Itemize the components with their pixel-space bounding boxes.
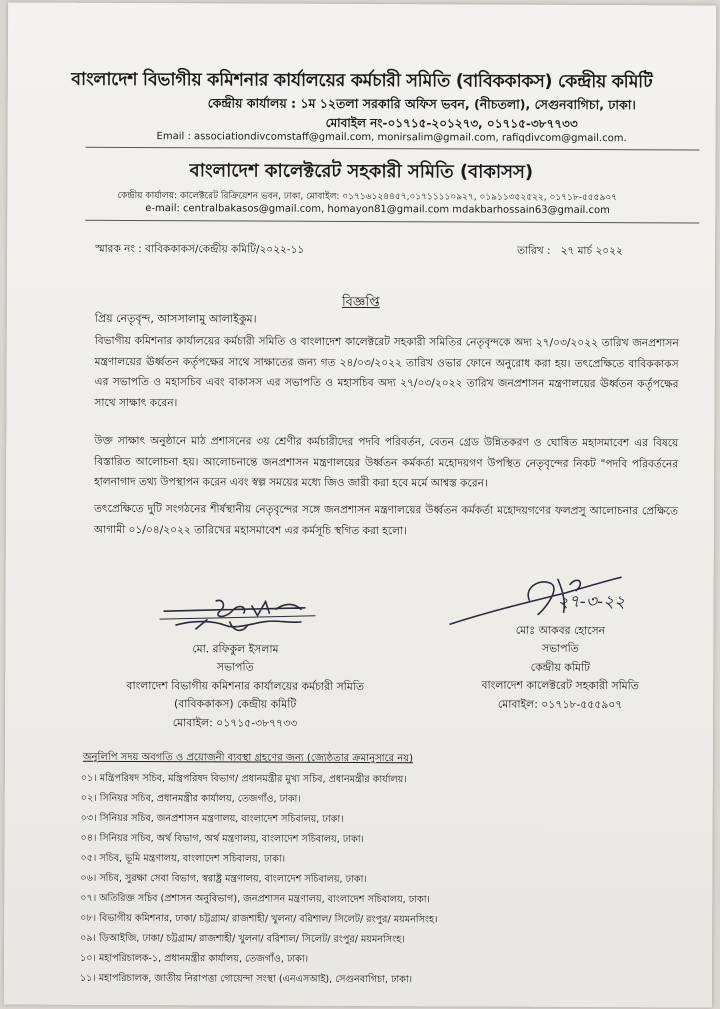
list-item: ০৩। সিনিয়র সচিব, জনপ্রশাসন মন্ত্রণালয়, বাংলাদেশ সচিবালয়, ঢাকা।	[80, 812, 344, 825]
memo-date	[517, 244, 623, 261]
list-item: ০৪। সিনিয়র সচিব, অর্থ বিভাগ, অর্থ মন্ত্রণালয়, বাংলাদেশ সচিবালয়, ঢাকা।	[80, 832, 364, 846]
list-item: ০৮। বিভাগীয় কমিশনার, ঢাকা/ চট্টগ্রাম/ রাজশাহী/ খুলনা/ বরিশাল/ সিলেট/ রংপুর/ ময়মনসিংহ।	[80, 912, 438, 926]
signatory-right-mobile: মোবাইল: ০১৭১৮-৫৫৫৯০৭	[497, 697, 623, 711]
notice-title: বিজ্ঞপ্তি	[341, 294, 380, 311]
document-page	[4, 2, 716, 1007]
signatory-left-name: মো. রফিকুল ইসলাম	[192, 642, 279, 656]
signatory-left-org-line2: (বাবিককাকস) কেন্দ্রীয় কমিটি	[174, 697, 297, 711]
signatory-right-name: মোঃ আকবর হোসেন	[515, 623, 606, 638]
signatory-right-committee: কেন্দ্রীয় কমিটি	[530, 660, 590, 674]
org1-office-address: কেন্দ্রীয় কার্যালয় : ১ম ১২তলা সরকারি অফিস ভবন, (নীচতলা), সেগুনবাগিচা, ঢাকা।	[207, 95, 636, 113]
body-paragraph-2: উক্ত সাক্ষাৎ অনুষ্ঠানে মাঠ প্রশাসনের ৩য় শ্রেণীর কর্মচারীদের পদবি পরিবর্তন, বেতন গ্রেড উন্নিতকরণ ও ঘোষিত মহাসমাবেশ এর বিষয়ে বিস্তারিত আলোচনা হয়। আলোচনান্তে জনপ্রশাসন মন্ত্রণালয়ের উর্ধ্বতন কর্মকর্তা মহোদয়গণ উপস্থিত নেতৃবৃন্দের নিকট "পদবি পরিবর্তনের হালনাগাদ তথ্য উপস্থাপন করেন এবং স্বল্প সময়ের মধ্যে জিও জারী করা হবে মর্মে আশ্বস্ত করেন।	[94, 434, 679, 490]
list-item: ০৫। সচিব, ভূমি মন্ত্রণালয়, বাংলাদেশ সচিবালয়, ঢাকা।	[80, 852, 286, 865]
list-item: ১০। মহাপরিচালক-১, প্রধানমন্ত্রীর কার্যালয়, তেজগাঁও, ঢাকা।	[79, 952, 309, 965]
greeting: প্রিয় নেতৃবৃন্দ, আসসালামু আলাইকুম।	[94, 311, 257, 326]
org1-email: Email : associationdivcomstaff@gmail.com, monirsalim@gmail.com, rafiqdivcom@gmail.com.	[156, 131, 627, 145]
signatory-right-role: সভাপতি	[541, 642, 579, 656]
header-divider-2	[85, 220, 699, 224]
signatory-left-mobile: মোবাইল: ০১৭১৫-৩৮৭৭৩৩	[172, 715, 298, 730]
signature-right-date: ২৭-৩-২২	[557, 591, 626, 613]
org2-office-address: কেন্দ্রীয় কার্যালয়: কালেক্টরেট রিক্রিয়েশন ভবন, ঢাকা, মোবাইল: ০১৭১৬১২৪৪৫৭,০১৭১১১১০৯২৭, ০১৯১১৩৫২৫২২, ০১৭১৮-৫৫৫৯০৭	[117, 190, 618, 204]
body-paragraph-3: তৎপ্রেক্ষিতে দুটি সংগঠনের শীর্ষস্থানীয় নেতৃবৃন্দের সঙ্গে জনপ্রশাসন মন্ত্রণালয়ের উর্ধ্বতন কর্মকর্তা মহোদয়গণের ফলপ্রসু আলোচনার প্রেক্ষিতে আগামী ০১/০৪/২০২২ তারিখের মহাসমাবেশ এর কর্মসূচি স্থগিত করা হলো।	[93, 502, 679, 537]
list-item: ০৭। অতিরিক্ত সচিব (প্রশাসন অনুবিভাগ), জনপ্রশাসন মন্ত্রণালয়, বাংলাদেশ সচিবালয়, ঢাকা।	[80, 892, 430, 906]
list-item: ০১। মন্ত্রিপরিষদ সচিব, মন্ত্রিপরিষদ বিভাগ/ প্রধানমন্ত্রীর মুখ্য সচিব, প্রধানমন্ত্রীর কার্যালয়।	[80, 772, 407, 786]
memo-reference: স্মারক নং : বাবিককাকস/কেন্দ্রীয় কমিটি/২০২২-১১	[95, 242, 305, 256]
signatory-left-role: সভাপতি	[216, 660, 254, 674]
list-item: ১১। মহাপরিচালক, জাতীয় নিরাপত্তা গোয়েন্দা সংস্থা (এনএসআই), সেগুনবাগিচা, ঢাকা।	[79, 972, 413, 986]
header-divider-1	[86, 147, 700, 151]
signatory-right-block	[435, 621, 685, 714]
copy-list	[80, 769, 438, 991]
list-item: ০৯। ডিআইজি, ঢাকা/ চট্টগ্রাম/ রাজশাহী/ খুলনা/ বরিশাল/ সিলেট/ রংপুর/ ময়মনসিংহ।	[80, 932, 405, 946]
signatory-left-block	[115, 640, 365, 733]
body-paragraph-1: বিভাগীয় কমিশনার কার্যালয়ের কর্মচারী সমিতি ও বাংলাদেশ কালেক্টরেট সহকারী সমিতির নেতৃবৃন্দকে অদ্য ২৭/০৩/২০২২ তারিখ জনপ্রশাসন মন্ত্রণালয়ের ঊর্ধ্বতন কর্তৃপক্ষের সাথে সাক্ষাতের জন্য গত ২৪/০৩/২০২২ তারিখ ওভার ফোনে অনুরোধ করা হয়। তৎপ্রেক্ষিতে বাবিককাকস এর সভাপতি ও মহাসচিব এবং বাকাসস এর সভাপতি ও মহাসচিব অদ্য ২৭/০৩/২০২২ তারিখ জনপ্রশাসন মন্ত্রণালয়ের ঊর্ধ্বতন কর্তৃপক্ষের সাথে সাক্ষাৎ করেন।	[94, 334, 679, 409]
org1-mobile: মোবাইল নং-০১৭১৫-২০১২৭৩, ০১৭১৫-৩৮৭৭৩৩	[325, 115, 578, 131]
signature-left	[155, 595, 325, 642]
memo-date-value: ২৭ মার্চ ২০২২	[560, 244, 623, 258]
signatory-right-org: বাংলাদেশ কালেক্টরেট সহকারী সমিতি	[481, 678, 639, 693]
list-item: ০২। সিনিয়র সচিব, প্রধানমন্ত্রীর কার্যালয়, তেজগাঁও, ঢাকা।	[80, 792, 301, 805]
copy-heading: অনুলিপি সদয় অবগতি ও প্রয়োজনী ব্যবস্থা গ্রহণের জন্য (জ্যেষ্ঠতার ক্রমানুসারে নয়)	[82, 751, 414, 765]
org1-title: বাংলাদেশ বিভাগীয় কমিশনার কার্যালয়ের কর্মচারী সমিতি (বাবিককাকস) কেন্দ্রীয় কমিটি	[71, 69, 653, 93]
org2-email: e-mail: centralbakasos@gmail.com, homayon81@gmail.com mdakbarhossain63@gmail.com	[145, 203, 610, 217]
memo-date-label: তারিখ :	[517, 244, 551, 257]
list-item: ০৬। সচিব, সুরক্ষা সেবা বিভাগ, স্বরাষ্ট্র মন্ত্রণালয়, বাংলাদেশ সচিবালয়, ঢাকা।	[80, 872, 367, 886]
signatory-left-org-line1: বাংলাদেশ বিভাগীয় কমিশনার কার্যালয়ের কর্মচারী সমিতি	[126, 678, 365, 693]
org2-title: বাংলাদেশ কালেক্টরেট সহকারী সমিতি (বাকাসস)	[189, 160, 534, 183]
